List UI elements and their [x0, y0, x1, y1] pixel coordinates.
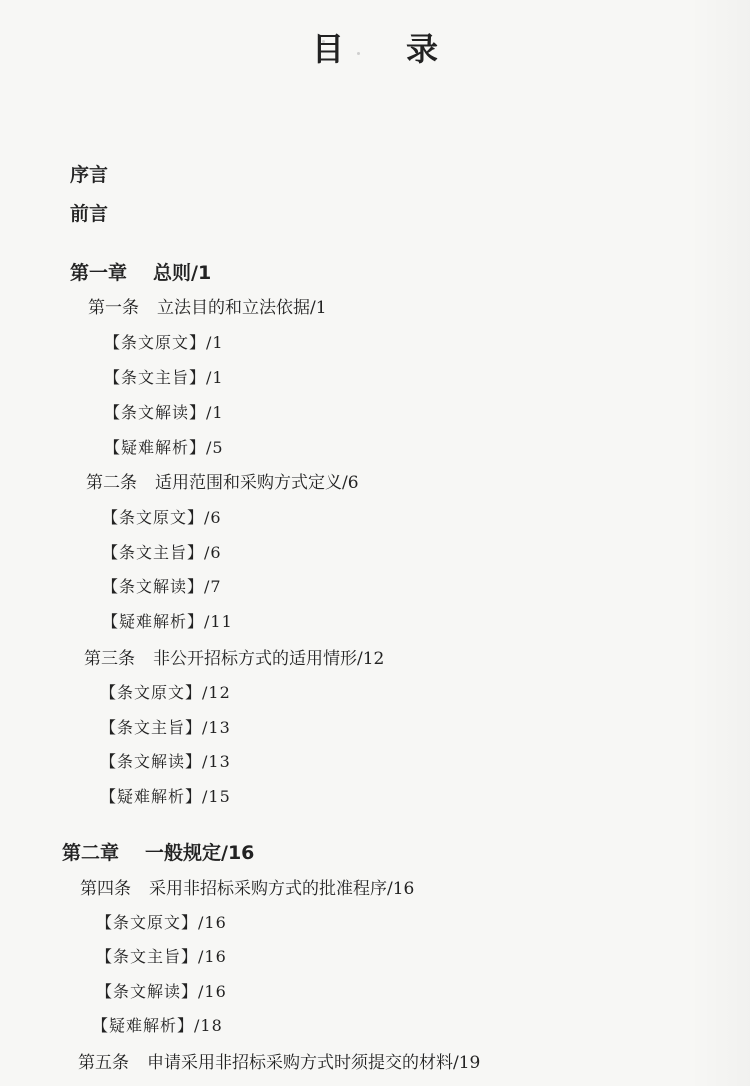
- toc-subentry[interactable]: 【条文原文】/12: [100, 683, 231, 702]
- toc-subentry[interactable]: 【条文解读】/1: [104, 403, 224, 422]
- page-title: [0, 24, 750, 70]
- toc-subentry[interactable]: 【条文主旨】/6: [102, 543, 222, 562]
- chapter-title: 一般规定/16: [145, 842, 255, 864]
- toc-article-3[interactable]: [84, 644, 384, 669]
- toc-subentry[interactable]: 【条文解读】/13: [100, 752, 231, 771]
- toc-subentry[interactable]: 【条文解读】/7: [102, 577, 222, 596]
- toc-subentry[interactable]: 【条文原文】/6: [102, 508, 222, 527]
- toc-chapter-2[interactable]: [62, 838, 254, 865]
- article-number: 第三条: [84, 649, 135, 669]
- toc-article-5[interactable]: [78, 1048, 480, 1073]
- article-number: 第五条: [78, 1053, 129, 1073]
- toc-article-4[interactable]: [80, 874, 414, 899]
- article-title: 非公开招标方式的适用情形/12: [153, 649, 385, 669]
- article-title: 申请采用非招标采购方式时须提交的材料/19: [147, 1053, 481, 1073]
- toc-subentry[interactable]: 【条文主旨】/16: [96, 947, 227, 966]
- toc-subentry[interactable]: 【条文解读】/16: [96, 982, 227, 1001]
- toc-subentry[interactable]: 【疑难解析】/15: [100, 787, 231, 806]
- toc-entry-foreword[interactable]: 前言: [70, 203, 109, 225]
- chapter-number: 第二章: [62, 842, 120, 864]
- toc-article-2[interactable]: [86, 468, 359, 493]
- article-title: 适用范围和采购方式定义/6: [155, 473, 359, 493]
- toc-subentry[interactable]: 【疑难解析】/18: [92, 1016, 223, 1035]
- toc-subentry[interactable]: 【疑难解析】/11: [102, 612, 233, 631]
- article-title: 采用非招标采购方式的批准程序/16: [149, 879, 415, 899]
- article-number: 第四条: [80, 879, 131, 899]
- title-char-2: 录: [406, 30, 501, 68]
- toc-subentry[interactable]: 【条文主旨】/13: [100, 718, 231, 737]
- toc-subentry[interactable]: 【条文主旨】/1: [104, 368, 224, 387]
- chapter-title: 总则/1: [153, 262, 212, 284]
- toc-subentry[interactable]: 【条文原文】/16: [96, 913, 227, 932]
- toc-article-1[interactable]: [88, 293, 327, 318]
- article-number: 第一条: [88, 298, 139, 318]
- article-title: 立法目的和立法依据/1: [157, 298, 327, 318]
- title-char-1: 目: [311, 30, 406, 68]
- page-edge-shadow: [690, 0, 750, 1086]
- chapter-number: 第一章: [70, 262, 128, 284]
- toc-chapter-1[interactable]: [70, 258, 211, 285]
- toc-entry-preface[interactable]: 序言: [70, 164, 109, 186]
- toc-subentry[interactable]: 【条文原文】/1: [104, 333, 224, 352]
- toc-subentry[interactable]: 【疑难解析】/5: [104, 438, 224, 457]
- article-number: 第二条: [86, 473, 137, 493]
